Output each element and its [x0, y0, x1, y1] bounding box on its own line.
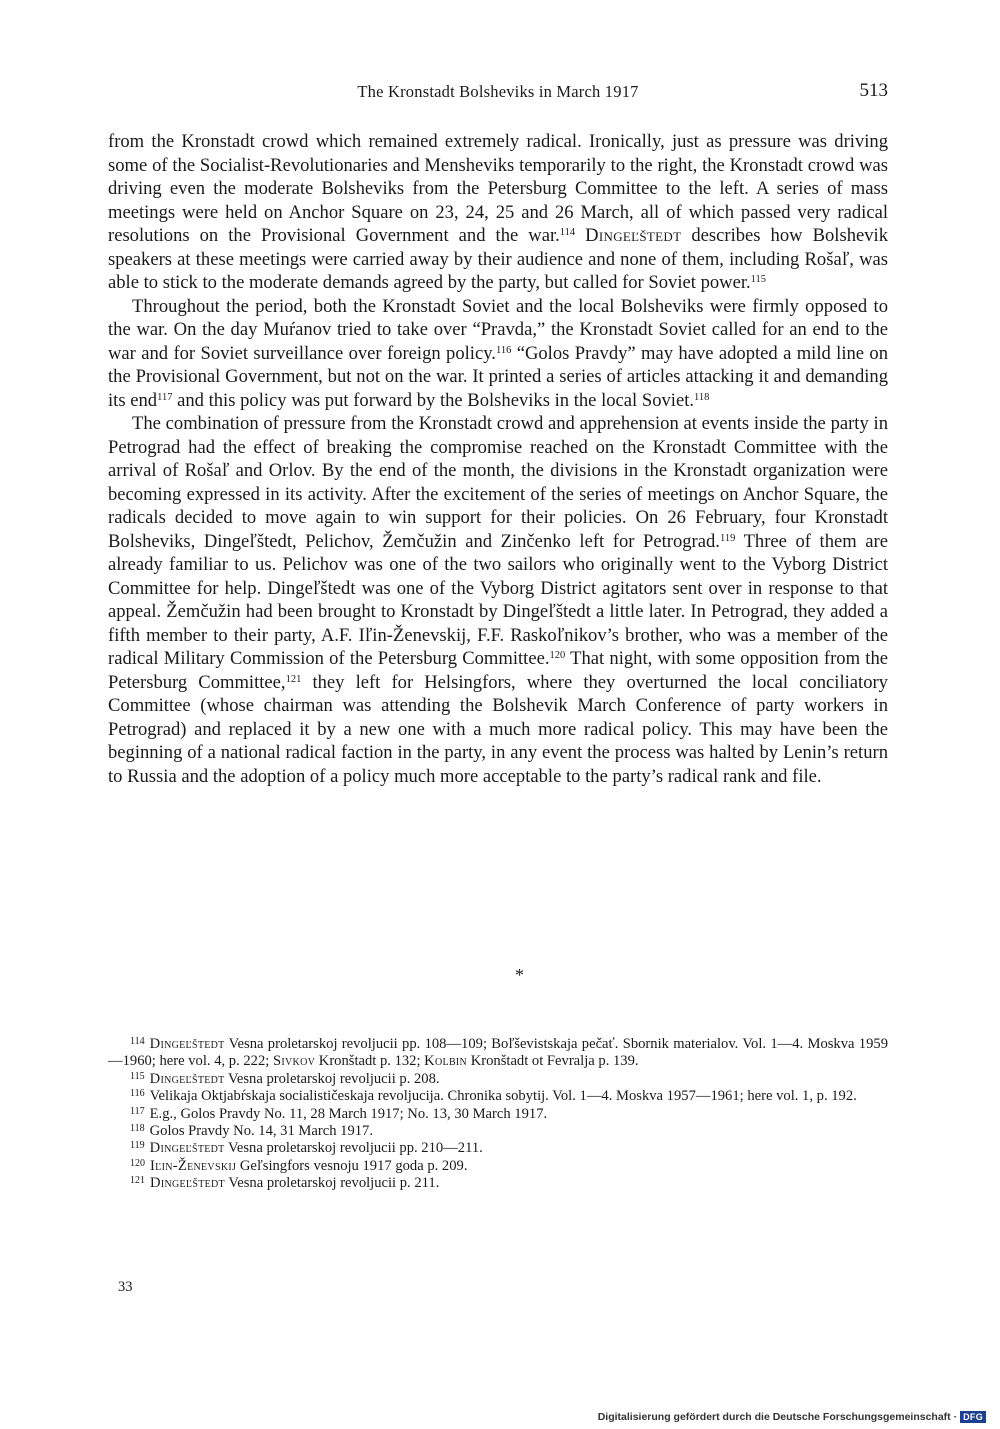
footnote-ref-114[interactable]: 114: [559, 227, 576, 238]
footnote-text: Golos Pravdy No. 14, 31 March 1917.: [149, 1123, 373, 1140]
footnote-author: Dingeľštedt: [150, 1175, 225, 1192]
section-break-asterisk: *: [515, 965, 524, 985]
footnote-119: [108, 1140, 888, 1157]
footnote-text: Geľsingfors vesnoju 1917 goda p. 209.: [236, 1157, 468, 1174]
paragraph-3-text-d: they left for Helsingfors, where they overturned the local conciliatory Committee (whose chairman was attending the Bolshevik March Conference of party workers in Petrograd) and replaced it by a new one with a much more radical policy. This may have been the beginning of a national radical faction in the party, in any event the process was halted by Lenin’s return to Russia and the adoption of a policy much more acceptable to the party’s radical rank and file.: [108, 671, 888, 787]
footnote-number: 115: [130, 1070, 145, 1082]
footnote-121: [108, 1175, 888, 1192]
paragraph-3-text-a: The combination of pressure from the Kronstadt crowd and apprehension at events inside the party in Petrograd had the effect of breaking the compromise reached on the Kronstadt Committee with the arrival of Rošaľ and Orlov. By the end of the month, the divisions in the Kronstadt organization were becoming expressed in its activity. After the excitement of the series of meetings on Anchor Square, the radicals decided to move again to win support for their policies. On 26 February, four Kronstadt Bolsheviks, Dingeľštedt, Pelichov, Žemčužin and Zinčenko left for Petrograd.: [108, 413, 888, 552]
footnote-116: [108, 1088, 888, 1105]
footnote-117: [108, 1106, 888, 1123]
footnote-ref-117[interactable]: 117: [157, 391, 173, 403]
footnote-ref-116[interactable]: 116: [495, 344, 512, 356]
footnote-120: [108, 1158, 888, 1175]
running-header: [108, 82, 888, 106]
paragraph-1-text-b: describes how Bolshevik speakers at these meetings were carried away by their audience and none of them, including Rošaľ, was able to stick to the moderate demands agreed by the party, but called for Soviet power.: [108, 225, 889, 293]
printer-signature-mark: 33: [118, 1279, 133, 1295]
footnote-text: Vesna proletarskoj revoljucii pp. 210—211.: [224, 1140, 483, 1157]
footnote-author: Dingeľštedt: [149, 1036, 225, 1052]
running-title: The Kronstadt Bolsheviks in March 1917: [357, 82, 639, 101]
footnote-ref-121[interactable]: 121: [285, 673, 302, 685]
footnote-118: [108, 1123, 888, 1140]
footnote-text: Vesna proletarskoj revoljucii p. 211.: [224, 1175, 440, 1192]
footnote-number: 117: [130, 1105, 145, 1117]
footnote-number: 118: [130, 1123, 145, 1135]
paragraph-1: [108, 130, 888, 295]
body-text: [108, 130, 888, 788]
footnote-number: 121: [130, 1175, 145, 1187]
page-number: 513: [859, 80, 888, 101]
paragraph-2-text-a: Throughout the period, both the Kronstadt Soviet and the local Bolsheviks were firmly opposed to the war. On the day Muŕanov tried to take over “Pravda,” the Kronstadt Soviet called for an end to the war and for Soviet surveillance over foreign policy.: [108, 295, 888, 364]
footnote-text: E.g., Golos Pravdy No. 11, 28 March 1917; No. 13, 30 March 1917.: [149, 1105, 548, 1122]
paragraph-2: [108, 295, 888, 413]
footnote-author: Iľin-Ženevskij: [150, 1157, 237, 1174]
footnote-author: Dingeľštedt: [149, 1140, 225, 1157]
footnote-text: Velikaja Oktjabŕskaja socialističeskaja revoljucija. Chronika sobytij. Vol. 1—4. Moskva 1957—1961; here vol. 1, p. 192.: [149, 1088, 857, 1105]
paragraph-3-text-b: Three of them are already familiar to us. Pelichov was one of the two sailors who originally went to the Vyborg District Committee for help. Dingeľštedt was one of the Vyborg District agitators sent over in response to that appeal. Žemčužin had been brought to Kronstadt by Dingeľštedt a little later. In Petrograd, they added a fifth member to their party, A.F. Iľin-Ženevskij, F.F. Raskoľnikov’s brother, who was a member of the radical Military Commission of the Petersburg Committee.: [108, 530, 889, 669]
footnote-number: 120: [130, 1157, 145, 1169]
author-name: Dingeľštedt: [585, 225, 682, 246]
paragraph-3: [108, 412, 888, 788]
footnote-number: 114: [130, 1036, 145, 1047]
footnote-text: Kronštadt ot Fevralja p. 139.: [467, 1053, 639, 1070]
footnote-text: Vesna proletarskoj revoljucii p. 208.: [224, 1070, 440, 1087]
footnote-number: 116: [130, 1088, 145, 1100]
dfg-logo-icon: DFG: [960, 1411, 986, 1423]
footnote-115: [108, 1071, 888, 1088]
footnote-ref-115[interactable]: 115: [750, 274, 767, 285]
footnote-author: Kolbin: [424, 1053, 468, 1070]
footnote-ref-118[interactable]: 118: [694, 391, 710, 403]
digitization-credit: [598, 1410, 986, 1424]
footnote-author: Dingeľštedt: [149, 1070, 225, 1087]
paragraph-2-text-c: and this policy was put forward by the Bolsheviks in the local Soviet.: [172, 389, 695, 411]
footnote-ref-120[interactable]: 120: [549, 650, 566, 661]
footnote-text: Kronštadt p. 132;: [315, 1053, 425, 1070]
footnote-ref-119[interactable]: 119: [719, 532, 736, 544]
credit-text: Digitalisierung gefördert durch die Deutsche Forschungsgemeinschaft ·: [597, 1411, 958, 1423]
footnote-text: Vesna proletarskoj revoljucii pp. 108—109; Boľševistskaja pečať. Sbornik materialov. Vol. 1—4. Moskva 1959—1960; here vol. 4, p. 222;: [108, 1036, 888, 1070]
footnotes: [108, 1036, 888, 1193]
footnote-author: Sivkov: [272, 1053, 316, 1070]
paragraph-2-text-b: “Golos Pravdy” may have adopted a mild line on the Provisional Government, but not on the war. It printed a series of articles attacking it and demanding its end: [108, 342, 889, 411]
footnote-114: [108, 1036, 888, 1071]
paragraph-1-text-a: from the Kronstadt crowd which remained extremely radical. Ironically, just as pressure was driving some of the Socialist-Revolutionaries and Mensheviks temporarily to the right, the Kronstadt crowd was driving even the moderate Bolsheviks from the Petersburg Committee to the left. A series of mass meetings were held on Anchor Square on 23, 24, 25 and 26 March, all of which passed very radical resolutions on the Provisional Government and the war.: [108, 131, 888, 246]
footnote-number: 119: [130, 1140, 145, 1152]
paragraph-3-text-c: That night, with some opposition from the Petersburg Committee,: [108, 648, 888, 693]
